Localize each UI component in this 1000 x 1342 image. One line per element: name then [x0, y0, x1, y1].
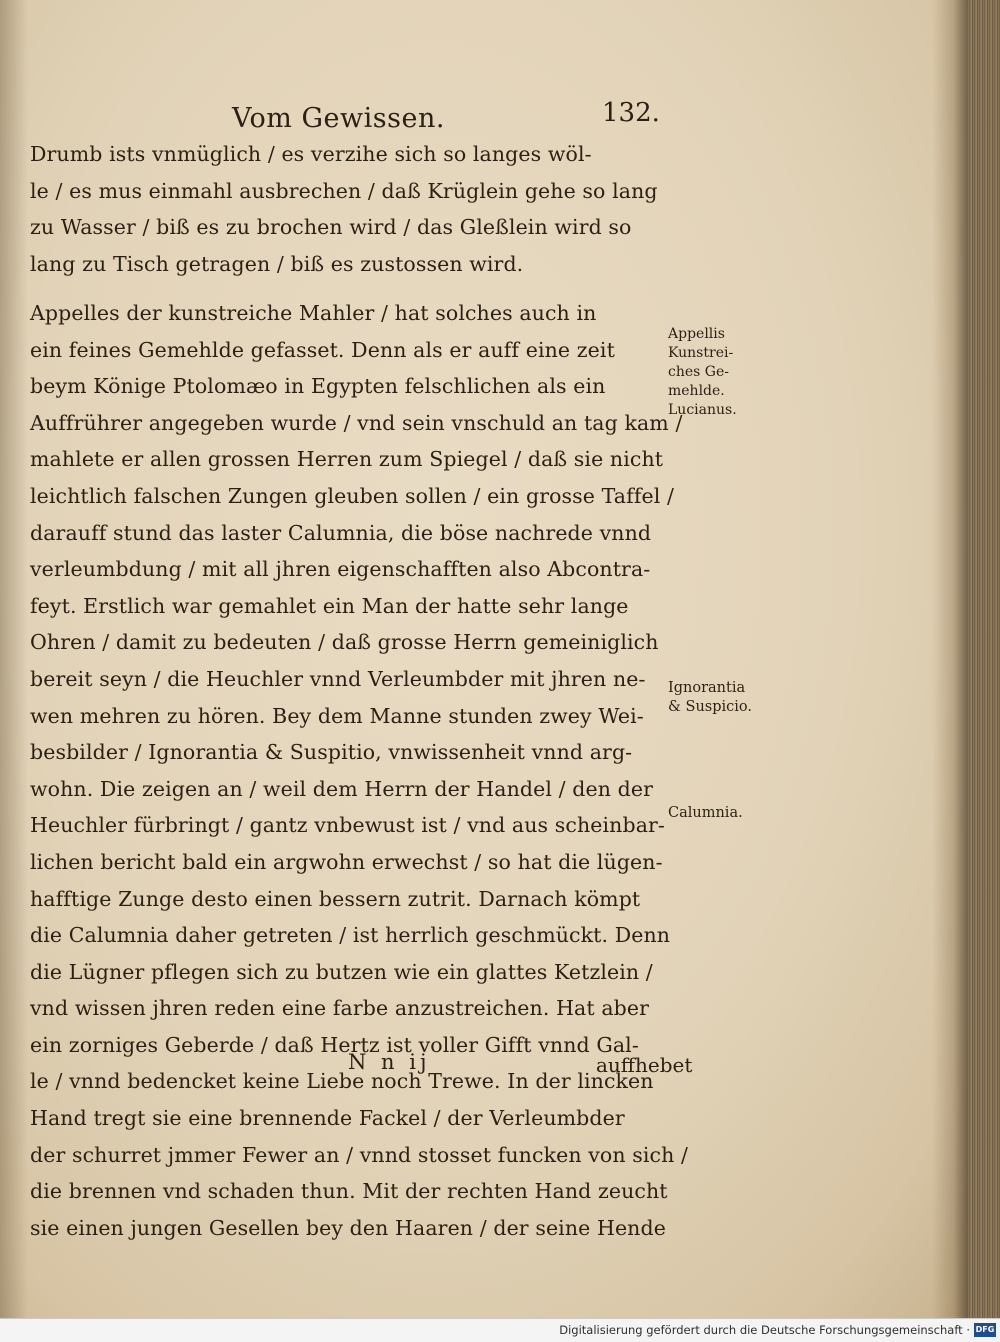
text-line: wen mehren zu hören. Bey dem Manne stunden zwey Wei- — [30, 703, 644, 728]
text-line: hafftige Zunge desto einen bessern zutrit. Darnach kömpt — [30, 886, 641, 911]
text-line: Appelles der kunstreiche Mahler / hat solches auch in — [30, 301, 597, 325]
marginal-line: mehlde. — [668, 383, 725, 399]
text-line: Drumb ists vnmüglich / es verzihe sich so langes wöl- — [30, 142, 592, 166]
marginal-line: & Suspicio. — [668, 699, 752, 715]
text-line: die Lügner pflegen sich zu butzen wie ein glattes Ketzlein / — [30, 959, 653, 984]
text-line: der schurret jmmer Fewer an / vnnd stosset funcken von sich / — [30, 1142, 689, 1167]
text-line: leichtlich falschen Zungen gleuben sollen / ein grosse Taffel / — [30, 483, 675, 508]
text-line: die brennen vnd schaden thun. Mit der rechten Hand zeucht — [30, 1179, 668, 1204]
text-line: darauff stund das laster Calumnia, die böse nachrede vnnd — [30, 520, 652, 545]
digitization-footer — [0, 1318, 1000, 1342]
paragraph-2 — [30, 295, 689, 1246]
text-line: sie einen jungen Gesellen bey den Haaren / der seine Hende — [30, 1215, 666, 1240]
text-line: zu Wasser / biß es zu brochen wird / das Gleßlein wird so — [30, 215, 632, 240]
marginal-line: ches Ge- — [668, 364, 729, 380]
text-line: Auffrührer angegeben wurde / vnd sein vnschuld an tag kam / — [30, 410, 683, 435]
text-line: ein feines Gemehlde gefasset. Denn als er auff eine zeit — [30, 337, 615, 362]
page-edge-shadow — [932, 0, 968, 1318]
text-line: feyt. Erstlich war gemahlet ein Man der hatte sehr lange — [30, 593, 629, 618]
text-line: vnd wissen jhren reden eine farbe anzustreichen. Hat aber — [30, 996, 650, 1021]
dfg-logo-icon: DFG — [974, 1323, 996, 1337]
gutter-shadow — [0, 0, 28, 1318]
text-line: lichen bericht bald ein argwohn erwechst / so hat die lügen- — [30, 849, 663, 874]
text-line: die Calumnia daher getreten / ist herrlich geschmückt. Denn — [30, 923, 671, 948]
running-title: Vom Gewissen. — [232, 103, 445, 134]
marginal-note-calumnia — [668, 804, 798, 823]
page-number: 132. — [602, 98, 660, 128]
signature-mark: N n ij — [348, 1050, 431, 1074]
text-line: mahlete er allen grossen Herren zum Spiegel / daß sie nicht — [30, 447, 664, 472]
marginal-note-ignorantia — [668, 679, 798, 717]
text-line: bereit seyn / die Heuchler vnnd Verleumbder mit jhren ne- — [30, 666, 646, 691]
text-line: Heuchler fürbringt / gantz vnbewust ist / vnd aus scheinbar- — [30, 813, 665, 838]
text-line: wohn. Die zeigen an / weil dem Herrn der Handel / den der — [30, 776, 653, 801]
dfg-credit-text: Digitalisierung gefördert durch die Deutsche Forschungsgemeinschaft · — [559, 1323, 970, 1337]
text-line: Hand tregt sie eine brennende Fackel / der Verleumbder — [30, 1106, 625, 1131]
catchword: auffhebet — [596, 1053, 693, 1077]
marginal-note-appellis — [668, 325, 798, 420]
marginal-line: Lucianus. — [668, 402, 737, 418]
marginal-line: Ignorantia — [668, 680, 746, 696]
text-line: besbilder / Ignorantia & Suspitio, vnwissenheit vnnd arg- — [30, 740, 633, 765]
text-line: le / es mus einmahl ausbrechen / daß Krüglein gehe so lang — [30, 178, 658, 203]
paragraph-1 — [30, 136, 670, 282]
marginal-line: Calumnia. — [668, 805, 743, 821]
text-line: beym Könige Ptolomæo in Egypten felschlichen als ein — [30, 374, 606, 399]
text-line: ein zorniges Geberde / daß Hertz ist voller Gifft vnnd Gal- — [30, 1032, 639, 1057]
page-stack-edge — [968, 0, 1000, 1318]
text-line: lang zu Tisch getragen / biß es zustossen wird. — [30, 251, 524, 276]
marginal-line: Appellis — [668, 326, 725, 342]
marginal-line: Kunstrei- — [668, 345, 734, 361]
text-line: verleumbdung / mit all jhren eigenschafften also Abcontra- — [30, 557, 651, 582]
text-line: Ohren / damit zu bedeuten / daß grosse Herrn gemeiniglich — [30, 630, 659, 655]
text-line: le / vnnd bedencket keine Liebe noch Trewe. In der lincken — [30, 1069, 654, 1094]
